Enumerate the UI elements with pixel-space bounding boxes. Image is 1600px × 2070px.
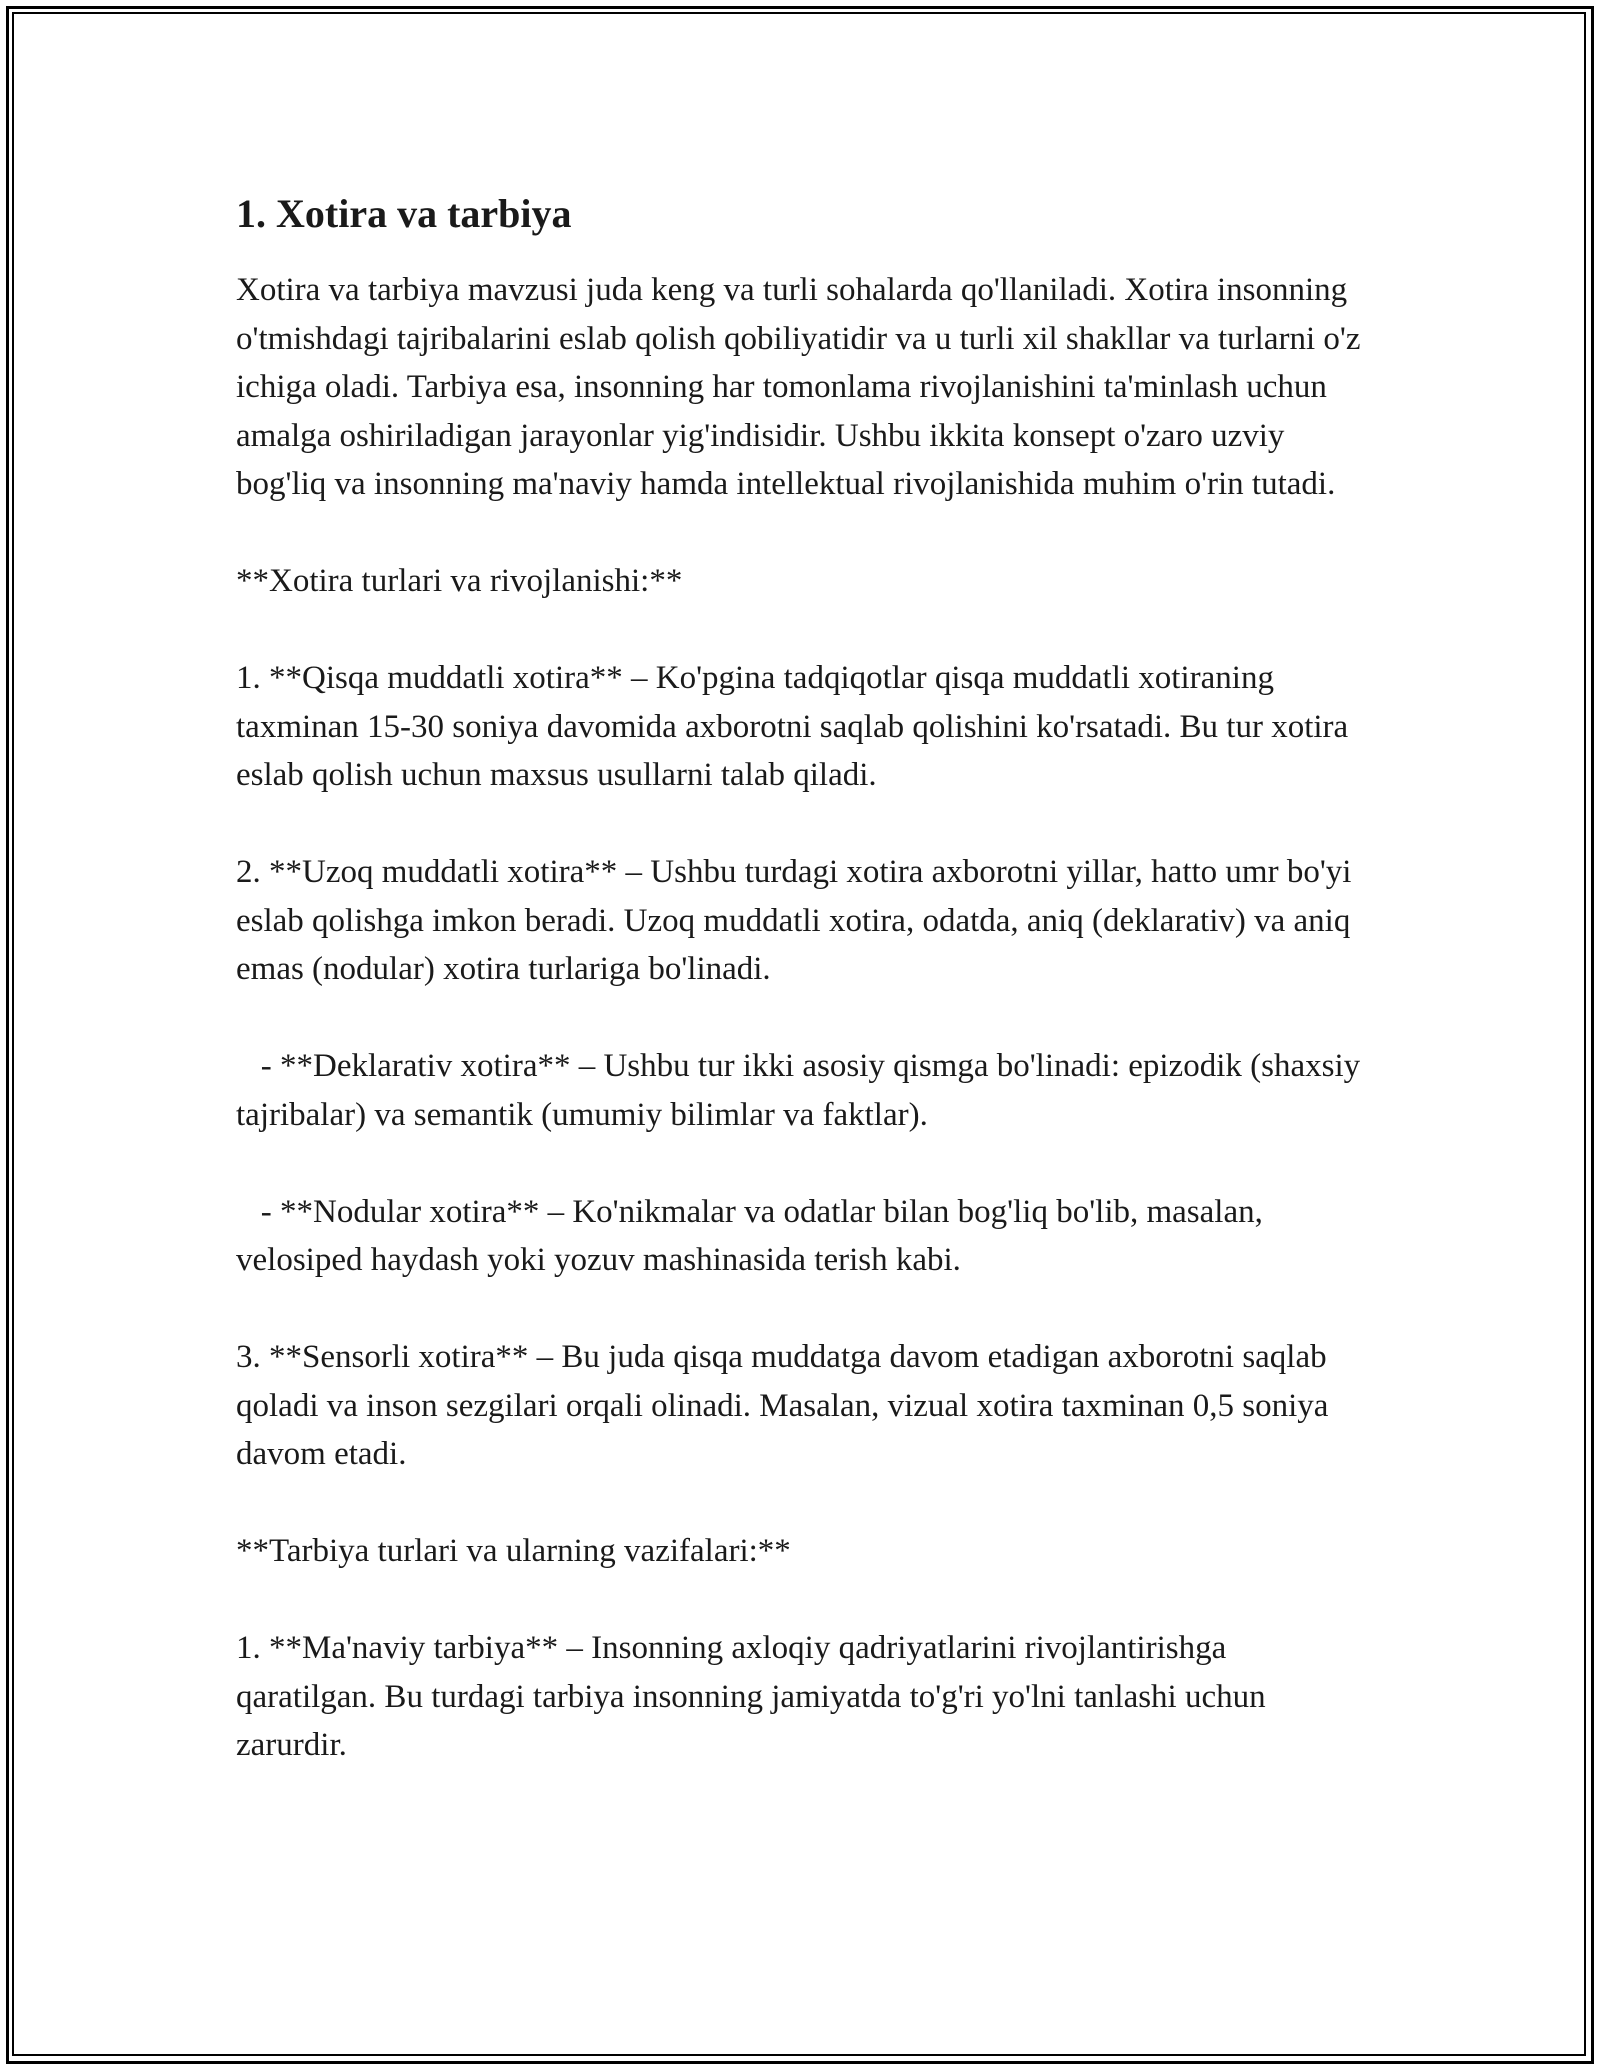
- sub-item-declarative-memory: - **Deklarativ xotira** – Ushbu tur ikki asosiy qismga bo'linadi: epizodik (shaxsiy tajribalar) va semantik (umumiy bilimlar va faktlar).: [236, 1048, 1369, 1133]
- list-item-long-term-memory: 2. **Uzoq muddatli xotira** – Ushbu turdagi xotira axborotni yillar, hatto umr bo'yi eslab qolishga imkon beradi. Uzoq muddatli xotira, odatda, aniq (deklarativ) va aniq emas (nodular) xotira turlariga bo'linadi.: [236, 854, 1360, 987]
- document-title: 1. Xotira va tarbiya: [236, 191, 572, 236]
- intro-paragraph: Xotira va tarbiya mavzusi juda keng va turli sohalarda qo'llaniladi. Xotira insonning o'tmishdagi tajribalarini eslab qolish qobiliyatidir va u turli xil shakllar va turlarni o'z ichiga oladi. Tarbiya esa, insonning har tomonlama rivojlanishini ta'minlash uchun amalga oshiriladigan jarayonlar yig'indisidir. Ushbu ikkita konsept o'zaro uzviy bog'liq va insonning ma'naviy hamda intellektual rivojlanishida muhim o'rin tutadi.: [236, 272, 1369, 502]
- list-item-spiritual-upbringing: 1. **Ma'naviy tarbiya** – Insonning axloqiy qadriyatlarini rivojlantirishga qaratilgan. Bu turdagi tarbiya insonning jamiyatda to'g'ri yo'lni tanlashi uchun zarurdir.: [236, 1630, 1274, 1763]
- list-item-short-term-memory: 1. **Qisqa muddatli xotira** – Ko'pgina tadqiqotlar qisqa muddatli xotiraning taxminan 15-30 soniya davomida axborotni saqlab qolishini ko'rsatadi. Bu tur xotira eslab qolish uchun maxsus usullarni talab qiladi.: [236, 660, 1357, 793]
- sub-item-nodular-memory: - **Nodular xotira** – Ko'nikmalar va odatlar bilan bog'liq bo'lib, masalan, velosiped haydash yoki yozuv mashinasida terish kabi.: [236, 1193, 1272, 1278]
- upbringing-types-heading: **Tarbiya turlari va ularning vazifalari:**: [236, 1533, 791, 1569]
- document-body: [236, 188, 1369, 1818]
- memory-types-heading: **Xotira turlari va rivojlanishi:**: [236, 563, 683, 599]
- list-item-sensory-memory: 3. **Sensorli xotira** – Bu juda qisqa muddatga davom etadigan axborotni saqlab qoladi va inson sezgilari orqali olinadi. Masalan, vizual xotira taxminan 0,5 soniya davom etadi.: [236, 1339, 1337, 1472]
